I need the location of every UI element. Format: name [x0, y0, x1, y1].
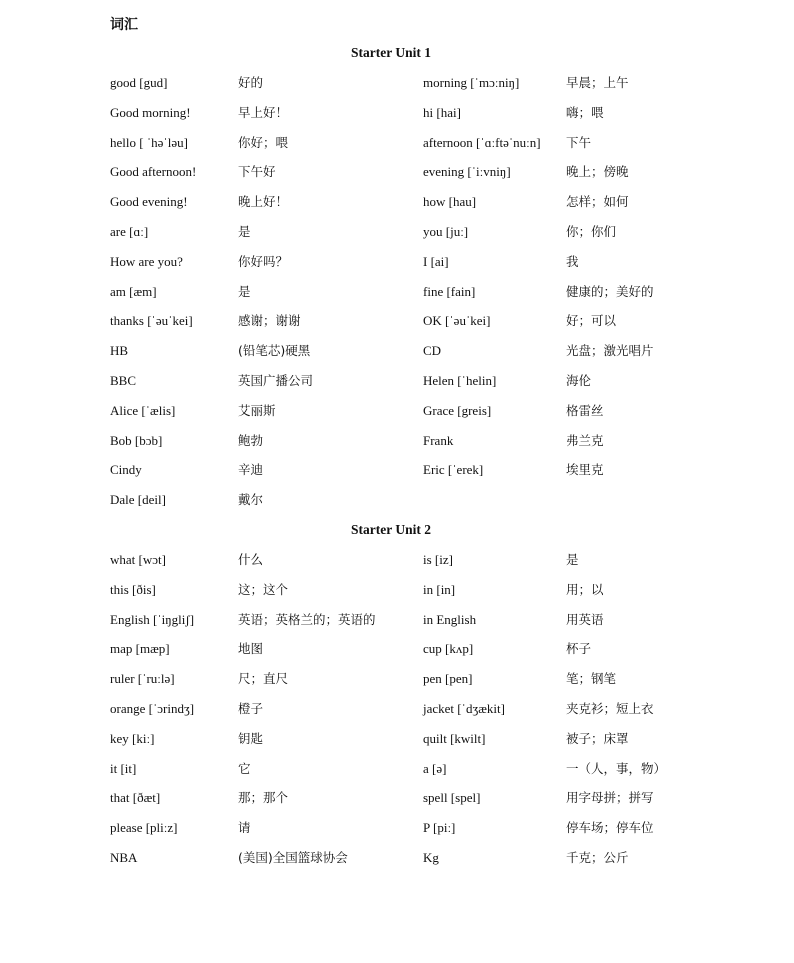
- meaning-right: 晚上；傍晚: [566, 164, 629, 180]
- vocab-row: [0, 610, 794, 630]
- word-left: good [gud]: [110, 75, 168, 90]
- meaning-left: 什么: [238, 552, 264, 567]
- word-left: what [wɔt]: [110, 552, 166, 567]
- vocab-row: [0, 788, 794, 808]
- meaning-left: 早上好！: [238, 104, 289, 120]
- vocab-row: [0, 460, 794, 480]
- word-right: morning [ˈmɔːniŋ]: [423, 75, 520, 90]
- meaning-left: 艾丽斯: [238, 402, 276, 418]
- meaning-left: 好的: [238, 75, 264, 90]
- meaning-left: (美国)全国篮球协会: [238, 850, 348, 865]
- meaning-right: 海伦: [566, 373, 592, 388]
- meaning-left: 你好吗？: [238, 253, 289, 269]
- vocab-row: [0, 490, 794, 510]
- meaning-right: 好；可以: [566, 313, 617, 329]
- word-left: How are you?: [110, 253, 183, 269]
- meaning-left: 下午好: [238, 164, 276, 180]
- word-right: is [iz]: [423, 552, 453, 567]
- word-right: Eric [ˈerek]: [423, 462, 484, 478]
- vocab-row: [0, 669, 794, 689]
- word-right: hi [hai]: [423, 104, 461, 120]
- word-left: English [ˈiŋgliʃ]: [110, 611, 195, 627]
- meaning-right: 嗨；喂: [566, 104, 604, 120]
- word-left: this [ðis]: [110, 581, 156, 597]
- word-left: Good afternoon!: [110, 164, 197, 180]
- meaning-left: 感谢；谢谢: [238, 313, 301, 329]
- word-left: Good evening!: [110, 194, 188, 210]
- meaning-right: 早晨；上午: [566, 75, 629, 90]
- word-right: pen [pen]: [423, 671, 473, 687]
- word-left: Bob [bɔb]: [110, 432, 163, 448]
- meaning-right: 埃里克: [566, 462, 604, 478]
- meaning-left: 这；这个: [238, 581, 289, 597]
- word-right: evening [ˈiːvniŋ]: [423, 164, 511, 180]
- word-left: Good morning!: [110, 104, 191, 120]
- vocab-row: [0, 639, 794, 659]
- word-right: Grace [greis]: [423, 402, 492, 418]
- meaning-right: 用；以: [566, 581, 604, 597]
- meaning-right: 用英语: [566, 611, 604, 627]
- word-left: please [pliːz]: [110, 820, 178, 836]
- meaning-right: 下午: [566, 134, 592, 150]
- page-title: 词汇: [110, 17, 138, 33]
- meaning-left: 是: [238, 224, 251, 239]
- meaning-right: 是: [566, 552, 579, 567]
- meaning-right: 夹克衫；短上衣: [566, 701, 654, 716]
- meaning-left: 地图: [238, 641, 264, 657]
- word-left: that [ðæt]: [110, 790, 161, 806]
- word-right: spell [spel]: [423, 790, 481, 806]
- meaning-right: 笔；钢笔: [566, 671, 617, 687]
- meaning-right: 格雷丝: [566, 402, 604, 418]
- vocab-row: [0, 162, 794, 182]
- word-left: hello [ ˈhəˈləu]: [110, 134, 188, 150]
- meaning-right: 健康的；美好的: [566, 283, 654, 299]
- meaning-left: 橙子: [238, 701, 264, 716]
- meaning-left: 鲍勃: [238, 432, 264, 448]
- unit-heading: Starter Unit 1: [351, 45, 431, 60]
- meaning-left: 那；那个: [238, 790, 289, 806]
- word-right: P [piː]: [423, 820, 456, 836]
- vocab-row: [0, 848, 794, 868]
- word-left: BBC: [110, 373, 137, 388]
- vocab-row: [0, 192, 794, 212]
- word-left: orange [ˈɔrindʒ]: [110, 701, 195, 716]
- vocab-row: [0, 699, 794, 719]
- vocab-row: [0, 550, 794, 570]
- meaning-right: 光盘；激光唱片: [566, 343, 654, 359]
- vocab-row: [0, 729, 794, 749]
- meaning-right: 被子；床罩: [566, 730, 629, 746]
- meaning-left: 英语；英格兰的；英语的: [238, 611, 376, 627]
- word-left: Alice [ˈælis]: [110, 402, 176, 418]
- vocab-row: [0, 341, 794, 361]
- vocab-row: [0, 103, 794, 123]
- vocab-row: [0, 371, 794, 391]
- vocab-row: [0, 818, 794, 838]
- word-left: ruler [ˈruːlə]: [110, 671, 175, 687]
- vocab-row: [0, 73, 794, 93]
- word-right: Helen [ˈhelin]: [423, 373, 497, 388]
- word-right: jacket [ˈdʒækit]: [423, 701, 505, 716]
- word-right: quilt [kwilt]: [423, 730, 486, 746]
- word-left: map [mæp]: [110, 641, 170, 657]
- unit-heading: Starter Unit 2: [351, 522, 431, 537]
- word-right: I [ai]: [423, 253, 449, 269]
- word-right: in English: [423, 611, 477, 627]
- meaning-left: 你好；喂: [238, 134, 289, 150]
- meaning-right: 杯子: [566, 641, 592, 657]
- meaning-left: 晚上好！: [238, 194, 289, 210]
- meaning-left: 请: [238, 820, 251, 836]
- vocab-row: [0, 133, 794, 153]
- meaning-left: 辛迪: [238, 462, 264, 478]
- vocab-row: [0, 252, 794, 272]
- word-right: Kg: [423, 850, 439, 865]
- meaning-right: 一（人，事，物）: [566, 760, 667, 776]
- word-right: afternoon [ˈɑːftəˈnuːn]: [423, 134, 541, 150]
- word-left: am [æm]: [110, 283, 157, 299]
- meaning-right: 怎样；如何: [566, 194, 629, 210]
- word-left: are [ɑː]: [110, 224, 149, 239]
- meaning-left: 是: [238, 283, 251, 299]
- word-right: you [juː]: [423, 224, 469, 239]
- meaning-right: 弗兰克: [566, 432, 604, 448]
- meaning-right: 停车场；停车位: [566, 820, 654, 836]
- meaning-right: 我: [566, 253, 579, 269]
- word-left: it [it]: [110, 760, 137, 776]
- meaning-left: 英国广播公司: [238, 373, 314, 388]
- meaning-left: 钥匙: [238, 730, 264, 746]
- word-right: in [in]: [423, 581, 456, 597]
- vocab-row: [0, 431, 794, 451]
- word-left: Cindy: [110, 462, 142, 478]
- word-right: fine [fain]: [423, 283, 476, 299]
- word-right: how [hau]: [423, 194, 477, 210]
- vocab-row: [0, 759, 794, 779]
- vocab-row: [0, 311, 794, 331]
- word-right: Frank: [423, 432, 454, 448]
- word-right: CD: [423, 343, 442, 359]
- meaning-left: 戴尔: [238, 492, 264, 508]
- meaning-left: (铅笔芯)硬黑: [238, 343, 311, 359]
- meaning-left: 它: [238, 760, 251, 776]
- word-left: thanks [ˈəuˈkei]: [110, 313, 193, 329]
- meaning-right: 用字母拼；拼写: [566, 790, 654, 806]
- word-right: OK [ˈəuˈkei]: [423, 313, 491, 329]
- meaning-right: 千克；公斤: [566, 850, 629, 865]
- word-left: Dale [deil]: [110, 492, 166, 508]
- meaning-right: 你；你们: [566, 224, 617, 239]
- vocab-row: [0, 282, 794, 302]
- word-left: key [kiː]: [110, 730, 155, 746]
- vocab-row: [0, 222, 794, 242]
- word-left: HB: [110, 343, 129, 359]
- word-right: a [ə]: [423, 760, 447, 776]
- word-left: NBA: [110, 850, 138, 865]
- vocab-row: [0, 580, 794, 600]
- word-right: cup [kʌp]: [423, 641, 474, 657]
- meaning-left: 尺；直尺: [238, 671, 289, 687]
- vocab-row: [0, 401, 794, 421]
